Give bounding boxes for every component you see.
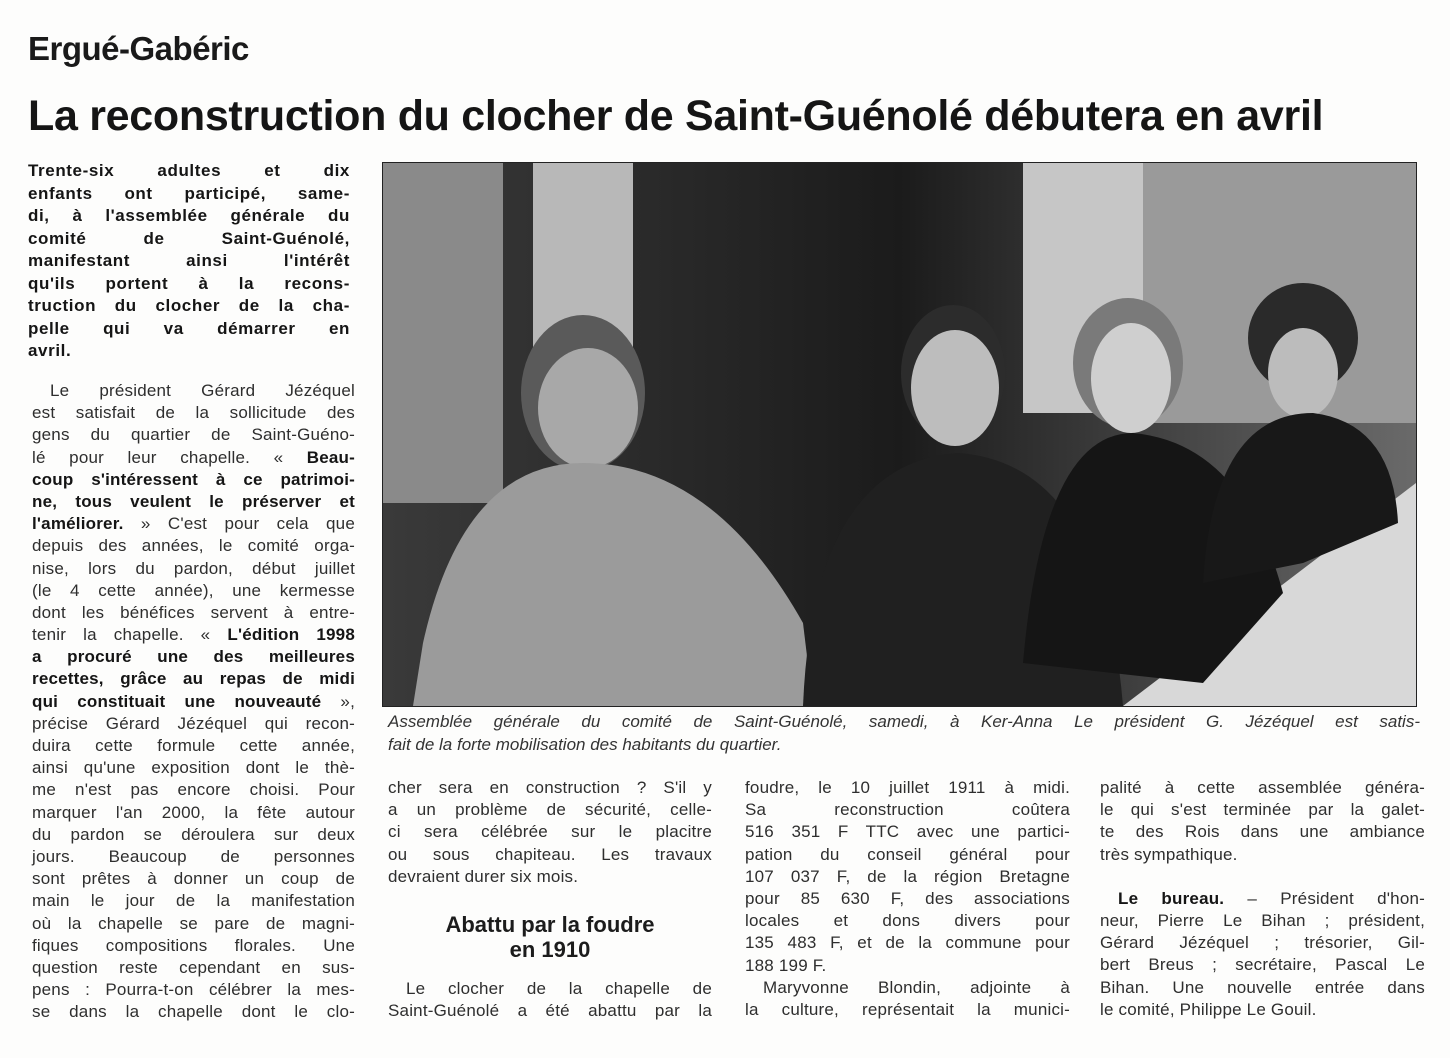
text-line: [32, 646, 355, 668]
text-line: pens : Pourra-t-on célébrer la mes-: [32, 980, 355, 1000]
paragraph: [1100, 777, 1425, 866]
text-line: Maryvonne Blondin, adjointe à: [763, 977, 1070, 997]
article-title: La reconstruction du clocher de Saint-Guénolé débutera en avril: [28, 92, 1324, 140]
text-line: Sa reconstruction coûtera: [745, 800, 1070, 820]
bold-text: coup s'intéressent à ce patrimoi-: [32, 469, 355, 489]
text-line: nise, lors du pardon, début juillet: [32, 558, 355, 578]
text-line: ou sous chapiteau. Les travaux: [388, 844, 712, 864]
text-line: 107 037 F, de la région Bretagne: [745, 866, 1070, 886]
text-line: Saint-Guénolé a été abattu par la: [388, 1001, 712, 1021]
text-line: Bihan. Une nouvelle entrée dans: [1100, 977, 1425, 997]
text-line: ci sera célébrée sur le placitre: [388, 822, 712, 842]
article-column-4: [1100, 777, 1425, 1021]
text-line: se dans la chapelle dont le clo-: [32, 1002, 355, 1022]
text-line: bert Breus ; secrétaire, Pascal Le: [1100, 955, 1425, 975]
text-line: qui constituait une nouveauté »,: [32, 691, 355, 711]
text-line: [32, 469, 355, 491]
text-line: l'améliorer. » C'est pour cela que: [32, 514, 355, 534]
text-line: précise Gérard Jézéquel qui recon-: [32, 713, 355, 733]
text-line: cher sera en construction ? S'il y: [388, 778, 712, 797]
text-line: devraient durer six mois.: [388, 866, 579, 886]
photo-image: [383, 163, 1416, 706]
text-line: manifestant ainsi l'intérêt: [28, 251, 350, 270]
paragraph: [32, 380, 355, 1023]
text-line: pation du conseil général pour: [745, 844, 1070, 864]
text-line: comité de Saint-Guénolé,: [28, 228, 350, 248]
photo-caption: [388, 710, 1420, 756]
text-line: 135 483 F, et de la commune pour: [745, 933, 1070, 953]
bold-text: l'améliorer.: [32, 514, 124, 534]
text-line: palité à cette assemblée généra-: [1100, 778, 1425, 797]
text-line: enfants ont participé, same-: [28, 183, 350, 203]
text-line: tenir la chapelle. « L'édition 1998: [32, 625, 355, 645]
bold-text: qui constituait une nouveauté: [32, 691, 322, 711]
text-line: main le jour de la manifestation: [32, 891, 355, 911]
bold-text: recettes, grâce au repas de midi: [32, 669, 355, 689]
article-column-3: [745, 777, 1070, 1021]
text-line: la culture, représentait la munici-: [745, 999, 1070, 1019]
article-lead: [28, 160, 350, 363]
text-line: truction du clocher de la cha-: [28, 296, 350, 315]
text-line: me n'est pas encore choisi. Pour: [32, 780, 355, 800]
text-line: (le 4 cette année), une kermesse: [32, 580, 355, 600]
text-line: Le clocher de la chapelle de: [406, 978, 712, 998]
text-line: qu'ils portent à la recons-: [28, 273, 350, 293]
bold-text: Le bureau.: [1118, 888, 1225, 908]
text-line: locales et dons divers pour: [745, 911, 1070, 931]
text-line: le qui s'est terminée par la galet-: [1100, 800, 1425, 820]
bold-text: Beau-: [306, 447, 355, 467]
paragraph: [388, 978, 712, 1022]
paragraph: [1100, 888, 1425, 1021]
text-line: duira cette formule cette année,: [32, 736, 355, 755]
paragraph: [745, 977, 1070, 1021]
text-line: très sympathique.: [1100, 844, 1238, 864]
article-column-1: [32, 380, 355, 1023]
text-line: neur, Pierre Le Bihan ; président,: [1100, 910, 1425, 930]
text-line: Le bureau. – Président d'hon-: [1118, 888, 1425, 908]
text-line: fiques compositions florales. Une: [32, 935, 355, 955]
text-line: sont prêtes à donner un coup de: [32, 869, 355, 889]
text-line: ainsi qu'une exposition dont le thè-: [32, 758, 355, 778]
text-line: 516 351 F TTC avec une partici-: [745, 822, 1070, 842]
text-line: 188 199 F.: [745, 955, 827, 975]
text-line: question reste cependant en sus-: [32, 957, 355, 977]
article-photo: [382, 162, 1417, 707]
caption-line: fait de la forte mobilisation des habitants du quartier.: [388, 735, 782, 754]
text-line: jours. Beaucoup de personnes: [32, 846, 355, 866]
caption-line: Assemblée générale du comité de Saint-Guénolé, samedi, à Ker-Anna Le président G. Jézéquel est satis-: [388, 712, 1420, 731]
text-line: marquer l'an 2000, la fête autour: [32, 802, 355, 822]
paragraph: [388, 777, 712, 888]
text-line: le comité, Philippe Le Gouil.: [1100, 999, 1317, 1019]
text-line: [32, 668, 355, 690]
text-line: pelle qui va démarrer en: [28, 318, 350, 338]
text-line: depuis des années, le comité orga-: [32, 536, 355, 556]
text-line: a un problème de sécurité, celle-: [388, 800, 712, 820]
text-line: dont les bénéfices servent à entre-: [32, 602, 355, 622]
text-line: du pardon se déroulera sur deux: [32, 824, 355, 844]
text-line: di, à l'assemblée générale du: [28, 206, 350, 225]
article-column-2: [388, 777, 712, 1022]
text-line: où la chapelle se pare de magni-: [32, 913, 355, 933]
text-line: te des Rois dans une ambiance: [1100, 822, 1425, 842]
text-line: Gérard Jézéquel ; trésorier, Gil-: [1100, 933, 1425, 953]
text-line: foudre, le 10 juillet 1911 à midi.: [745, 778, 1070, 797]
text-line: Trente-six adultes et dix: [28, 161, 350, 180]
bold-text: L'édition 1998: [227, 625, 355, 645]
text-line: lé pour leur chapelle. « Beau-: [32, 447, 355, 467]
bold-text: ne, tous veulent le préserver et: [32, 491, 355, 511]
text-line: avril.: [28, 341, 72, 360]
text-line: gens du quartier de Saint-Guéno-: [32, 425, 355, 445]
text-line: pour 85 630 F, des associations: [745, 888, 1070, 908]
text-line: Le président Gérard Jézéquel: [50, 381, 355, 400]
bold-text: a procuré une des meilleures: [32, 647, 355, 667]
section-heading: Ergué-Gabéric: [28, 30, 249, 67]
text-line: est satisfait de la sollicitude des: [32, 403, 355, 423]
subheading: Abattu par la foudre en 1910: [445, 911, 655, 962]
paragraph: [745, 777, 1070, 977]
text-line: [32, 491, 355, 513]
